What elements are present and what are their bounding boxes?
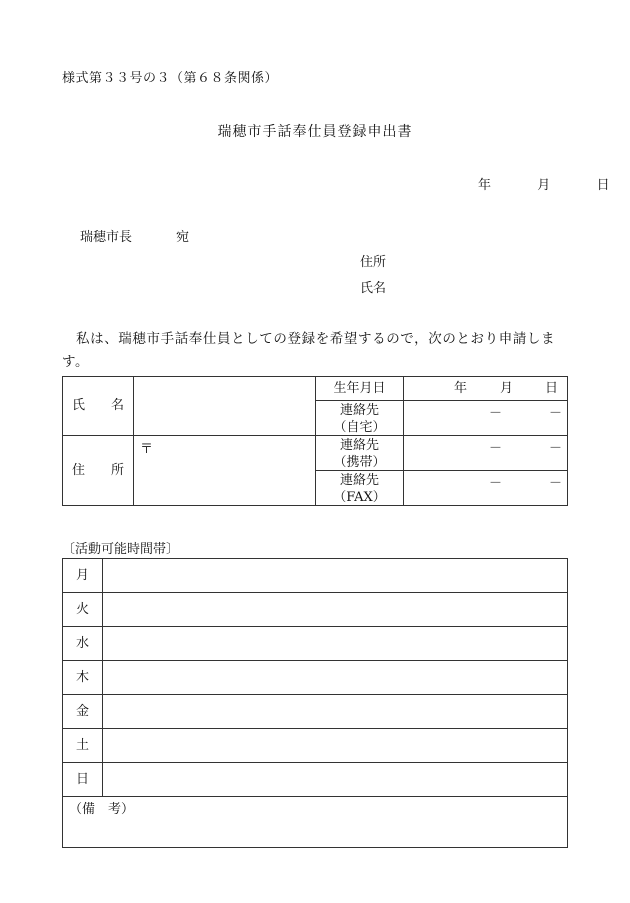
name-label: 氏 名 — [71, 398, 124, 413]
addressee — [80, 226, 189, 245]
contact-mobile-label: 連絡先 （携帯） — [333, 438, 386, 470]
remarks-label: （備 考） — [69, 802, 135, 817]
availability-section-label: 〔活動可能時間帯〕 — [62, 542, 180, 557]
addressee-recipient: 瑞穂市長 — [80, 230, 133, 245]
day-label: 日 — [63, 763, 103, 796]
schedule-row-tue — [63, 593, 567, 627]
applicant-name-label: 氏名 — [360, 281, 387, 296]
name-field[interactable] — [134, 377, 315, 435]
time-slot-field[interactable] — [103, 627, 567, 660]
application-statement: 私は、瑞穂市手話奉仕員としての登録を希望するので，次のとおり申請します。 — [62, 331, 556, 370]
date-year-label: 年 — [478, 178, 492, 193]
date-month-label: 月 — [537, 178, 551, 193]
contact-home-field[interactable]: － － — [489, 406, 563, 421]
date-day-label: 日 — [596, 178, 610, 193]
remarks-field[interactable] — [63, 797, 567, 847]
schedule-row-thu — [63, 661, 567, 695]
birthdate-field[interactable] — [404, 377, 567, 400]
schedule-row-sun — [63, 763, 567, 797]
time-slot-field[interactable] — [103, 763, 567, 796]
time-slot-field[interactable] — [103, 559, 567, 592]
schedule-row-wed — [63, 627, 567, 661]
birthdate-month: 月 — [500, 381, 514, 396]
birthdate-label: 生年月日 — [333, 381, 386, 396]
schedule-row-fri — [63, 695, 567, 729]
schedule-row-mon — [63, 559, 567, 593]
time-slot-field[interactable] — [103, 695, 567, 728]
applicant-address-label: 住所 — [360, 255, 387, 270]
day-label: 水 — [63, 627, 103, 660]
contact-mobile-field[interactable]: － － — [489, 441, 563, 456]
addressee-honorific: 宛 — [176, 230, 190, 245]
applicant-info-table — [62, 376, 568, 506]
submission-date — [478, 174, 610, 193]
day-label: 土 — [63, 729, 103, 762]
time-slot-field[interactable] — [103, 593, 567, 626]
address-field[interactable] — [134, 436, 315, 505]
contact-home-label: 連絡先 （自宅） — [333, 403, 386, 435]
day-label: 金 — [63, 695, 103, 728]
document-title: 瑞穂市手話奉仕員登録申出書 — [217, 124, 413, 140]
address-label: 住 所 — [71, 463, 124, 478]
contact-fax-field[interactable]: － － — [489, 476, 563, 491]
time-slot-field[interactable] — [103, 661, 567, 694]
availability-table — [62, 558, 568, 848]
birthdate-day: 日 — [545, 381, 559, 396]
day-label: 火 — [63, 593, 103, 626]
birthdate-year: 年 — [454, 381, 468, 396]
schedule-row-sat — [63, 729, 567, 763]
contact-fax-label: 連絡先 （FAX） — [333, 473, 386, 505]
day-label: 月 — [63, 559, 103, 592]
form-number: 様式第３３号の３（第６８条関係） — [62, 71, 279, 86]
postal-mark: 〒 — [140, 442, 154, 457]
day-label: 木 — [63, 661, 103, 694]
time-slot-field[interactable] — [103, 729, 567, 762]
